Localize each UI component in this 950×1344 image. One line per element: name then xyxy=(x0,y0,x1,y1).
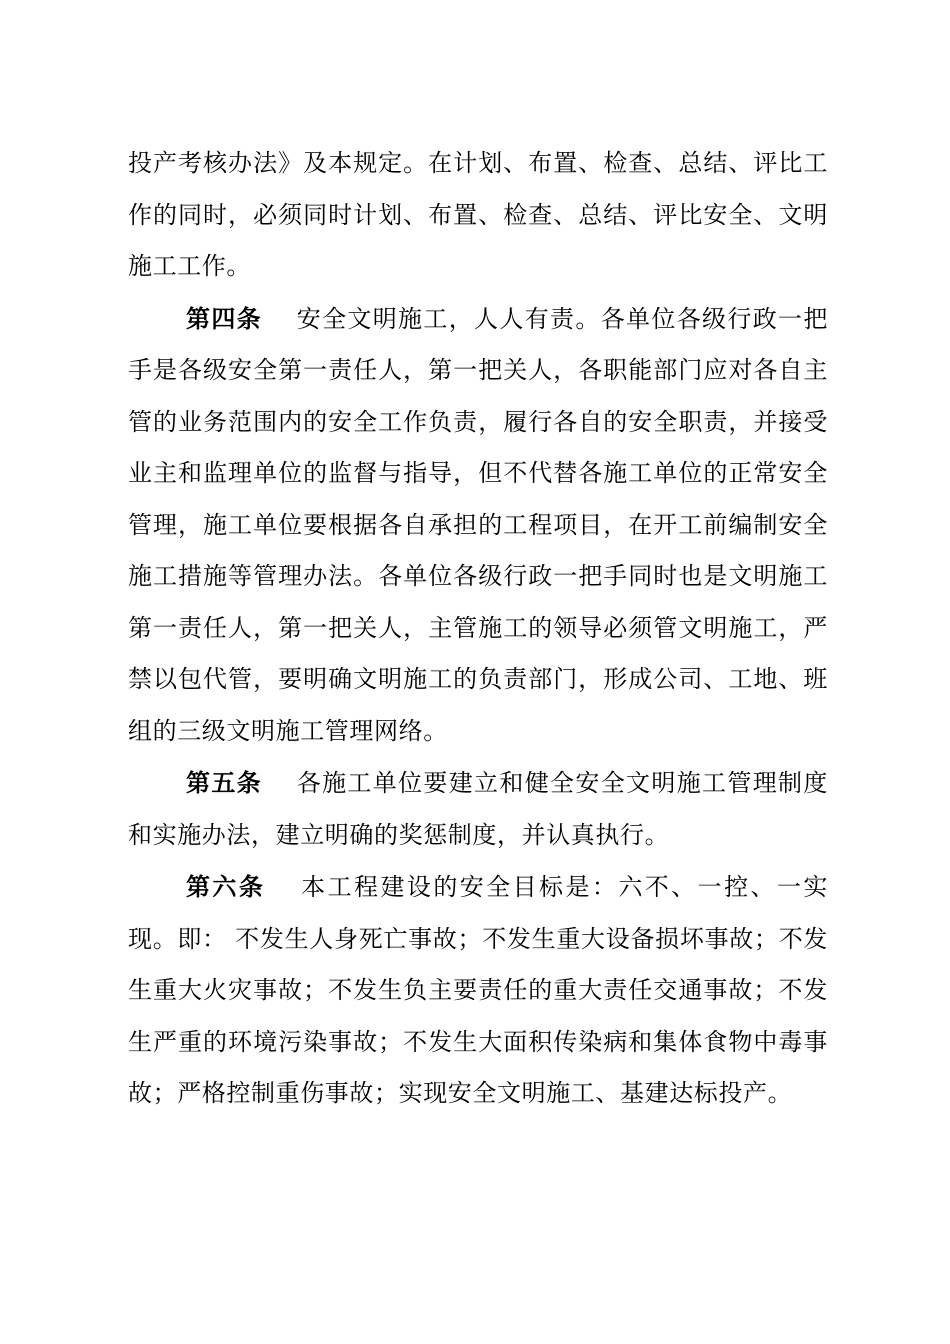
article-text: 本工程建设的安全目标是：六不、一控、一实现。即： 不发生人身死亡事故；不发生重大设备损坏事故；不发生重大火灾事故；不发生负主要责任的重大责任交通事故；不发生严重的环境污染事故；不发生大面积传染病和集体食物中毒事故；严格控制重伤事故；实现安全文明施工、基建达标投产。 xyxy=(128,873,828,1107)
article-text: 安全文明施工，人人有责。各单位各级行政一把手是各级安全第一责任人，第一把关人，各职能部门应对各自主管的业务范围内的安全工作负责，履行各自的安全职责，并接受业主和监理单位的监督与指导，但不代替各施工单位的正常安全管理，施工单位要根据各自承担的工程项目，在开工前编制安全施工措施等管理办法。各单位各级行政一把手同时也是文明施工第一责任人，第一把关人，主管施工的领导必须管文明施工，严禁以包代管，要明确文明施工的负责部门，形成公司、工地、班组的三级文明施工管理网络。 xyxy=(128,304,828,745)
article-5 xyxy=(128,757,828,861)
paragraph-text: 投产考核办法》及本规定。在计划、布置、检查、总结、评比工作的同时，必须同时计划、布置、检查、总结、评比安全、文明施工工作。 xyxy=(128,149,828,280)
article-4 xyxy=(128,293,828,758)
document-body xyxy=(128,138,828,1120)
article-heading: 第五条 xyxy=(186,768,262,797)
article-heading: 第六条 xyxy=(186,872,266,901)
article-6 xyxy=(128,861,828,1120)
article-text: 各施工单位要建立和健全安全文明施工管理制度和实施办法，建立明确的奖惩制度，并认真执行。 xyxy=(128,769,828,849)
paragraph-continuation xyxy=(128,138,828,293)
article-heading: 第四条 xyxy=(186,303,262,333)
